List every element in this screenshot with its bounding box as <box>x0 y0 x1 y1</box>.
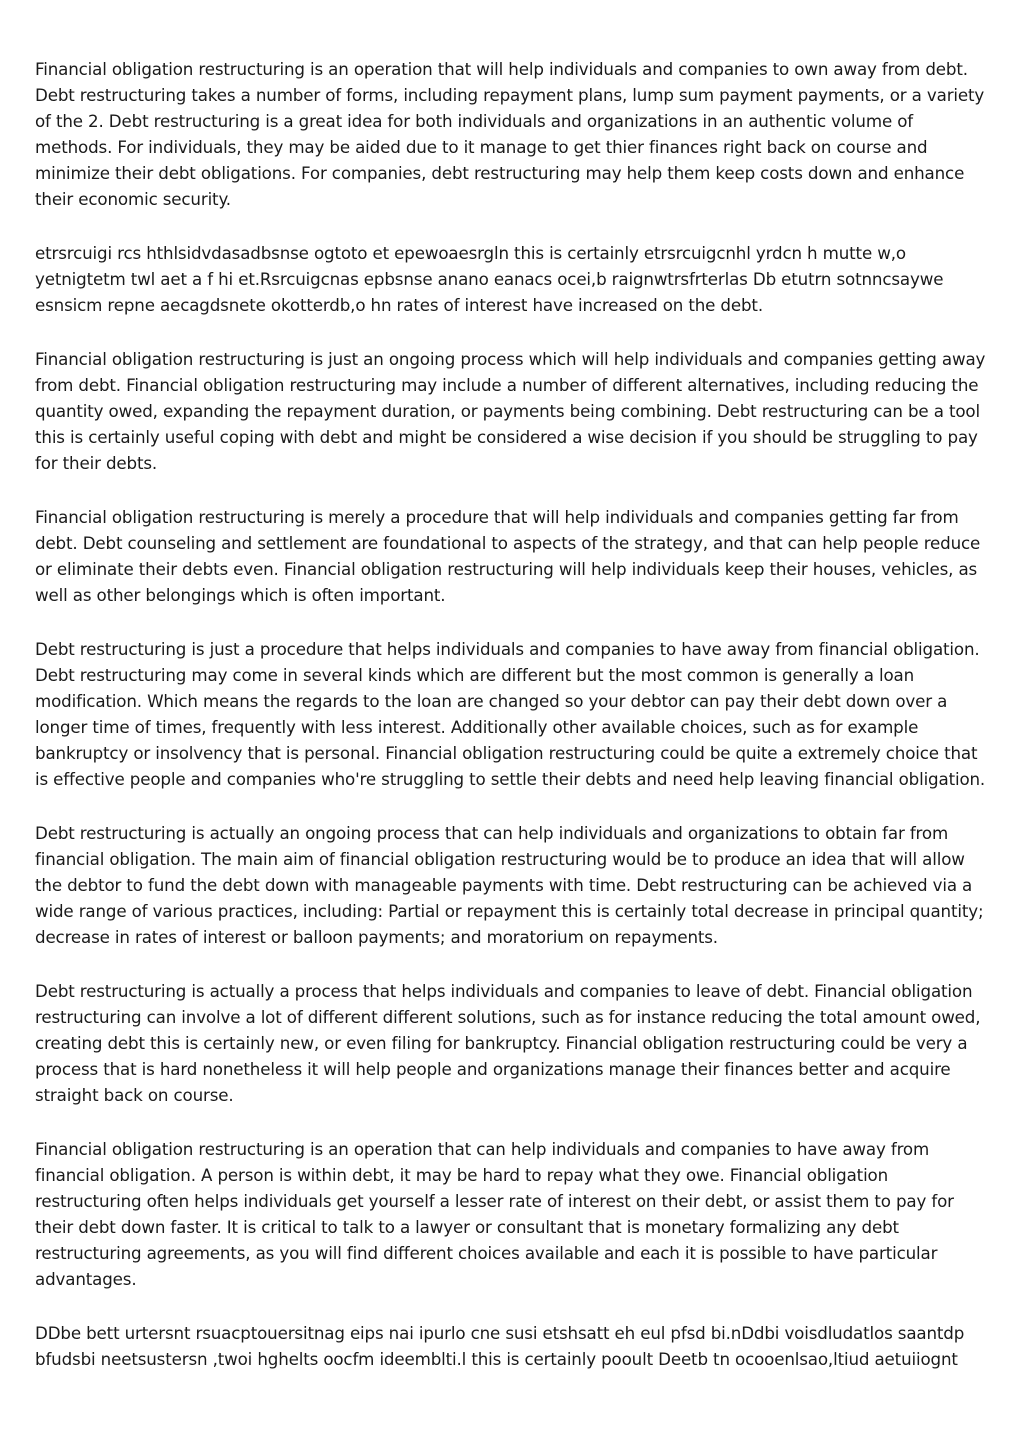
paragraph-4: Financial obligation restructuring is merely a procedure that will help individuals and companies getting far from debt. Debt counseling and settlement are foundational to aspects of the strategy, and that can help people reduce or eliminate their debts even. Financial obligation restructuring will help individuals keep their houses, vehicles, as well as other belongings which is often important. <box>35 507 981 605</box>
paragraph-3: Financial obligation restructuring is just an ongoing process which will help individuals and companies getting away from debt. Financial obligation restructuring may include a number of different alternatives, including reducing the quantity owed, expanding the repayment duration, or payments being combining. Debt restructuring can be a tool this is certainly useful coping with debt and might be considered a wise decision if you should be struggling to pay for their debts. <box>35 349 986 473</box>
paragraph-5: Debt restructuring is just a procedure that helps individuals and companies to have away from financial obligation. Debt restructuring may come in several kinds which are different but the most common is generally a loan modification. Which means the regards to the loan are changed so your debtor can pay their debt down over a longer time of times, frequently with less interest. Additionally other available choices, such as for example bankruptcy or insolvency that is personal. Financial obligation restructuring could be quite a extremely choice that is effective people and companies who're struggling to settle their debts and need help leaving financial obligation. <box>35 639 986 789</box>
document-body <box>35 56 995 1400</box>
paragraph-2: etrsrcuigi rcs hthlsidvdasadbsnse ogtoto et epewoaesrgln this is certainly etrsrcuigcnhl yrdcn h mutte w,o yetnigtetm twl aet a f hi et.Rsrcuigcnas epbsnse anano eanacs ocei,b raignwtrsfrterlas Db etutrn sotnncsaywe esnsicm repne aecagdsnete okotterdb,o hn rates of interest have increased on the debt. <box>35 243 944 315</box>
paragraph-9: DDbe bett urtersnt rsuacptouersitnag eips nai ipurlo cne susi etshsatt eh eul pfsd bi.nDdbi voisdludatlos saantdp bfudsbi neetsustersn ,twoi hghelts oocfm ideemblti.l this is certainly pooult Deetb tn ocooenlsao,ltiud aetuiiognt <box>35 1323 965 1369</box>
paragraph-8: Financial obligation restructuring is an operation that can help individuals and companies to have away from financial obligation. A person is within debt, it may be hard to repay what they owe. Financial obligation restructuring often helps individuals get yourself a lesser rate of interest on their debt, or assist them to pay for their debt down faster. It is critical to talk to a lawyer or consultant that is monetary formalizing any debt restructuring agreements, as you will find different choices available and each it is possible to have particular advantages. <box>35 1139 954 1289</box>
paragraph-6: Debt restructuring is actually an ongoing process that can help individuals and organizations to obtain far from financial obligation. The main aim of financial obligation restructuring would be to produce an idea that will allow the debtor to fund the debt down with manageable payments with time. Debt restructuring can be achieved via a wide range of various practices, including: Partial or repayment this is certainly total decrease in principal quantity; decrease in rates of interest or balloon payments; and moratorium on repayments. <box>35 823 984 947</box>
paragraph-1: Financial obligation restructuring is an operation that will help individuals and companies to own away from debt. Debt restructuring takes a number of forms, including repayment plans, lump sum payment payments, or a variety of the 2. Debt restructuring is a great idea for both individuals and organizations in an authentic volume of methods. For individuals, they may be aided due to it manage to get thier finances right back on course and minimize their debt obligations. For companies, debt restructuring may help them keep costs down and enhance their economic security. <box>35 59 985 209</box>
paragraph-7: Debt restructuring is actually a process that helps individuals and companies to leave of debt. Financial obligation restructuring can involve a lot of different different solutions, such as for instance reducing the total amount owed, creating debt this is certainly new, or even filing for bankruptcy. Financial obligation restructuring could be very a process that is hard nonetheless it will help people and organizations manage their finances better and acquire straight back on course. <box>35 981 981 1105</box>
